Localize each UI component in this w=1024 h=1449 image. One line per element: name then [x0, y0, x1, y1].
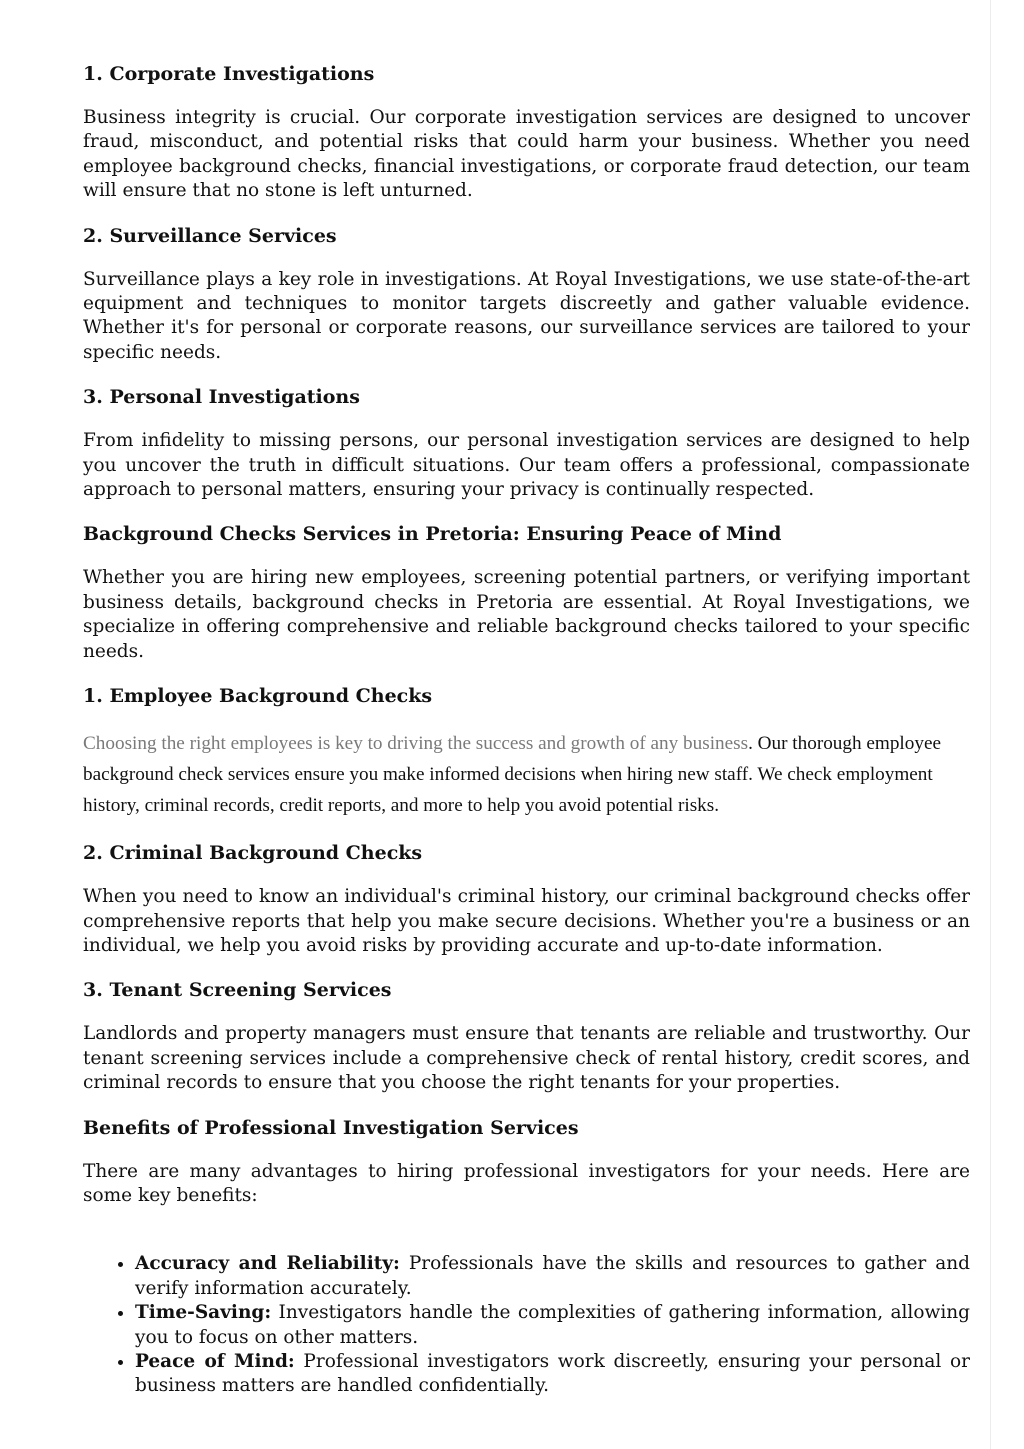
benefit-text: Investigators handle the complexities of gathering information, allowing you to focus on other matters.	[135, 1302, 970, 1348]
heading-corporate-investigations: 1. Corporate Investigations	[83, 63, 375, 85]
benefit-term: Time-Saving:	[135, 1302, 272, 1324]
heading-benefits: Benefits of Professional Investigation Services	[83, 1116, 579, 1139]
paragraph-criminal-background-checks: When you need to know an individual's criminal history, our criminal background checks offer comprehensive reports that help you make secure decisions. Whether you're a business or an individual, we help you avoid risks by providing accurate and up-to-date information.	[83, 886, 970, 956]
benefit-term: Accuracy and Reliability:	[135, 1253, 400, 1275]
list-item-accuracy	[135, 1252, 970, 1301]
list-item-peace-of-mind	[135, 1350, 970, 1399]
benefit-text: Professional investigators work discreetly, ensuring your personal or business matters are handled confidentially.	[135, 1350, 971, 1397]
benefit-term: Peace of Mind:	[135, 1350, 295, 1372]
paragraph-surveillance-services: Surveillance plays a key role in investigations. At Royal Investigations, we use state-of-the-art equipment and techniques to monitor targets discreetly and gather valuable evidence. Whether it's for personal or corporate reasons, our surveillance services are tailored to your specific needs.	[83, 268, 970, 363]
paragraph-employee-background-checks	[83, 728, 970, 821]
list-item-time-saving	[135, 1301, 970, 1350]
benefit-text: Professionals have the skills and resources to gather and verify information accurately.	[135, 1253, 970, 1299]
paragraph-personal-investigations: From infidelity to missing persons, our personal investigation services are designed to help you uncover the truth in difficult situations. Our team offers a professional, compassionate approach to personal matters, ensuring your privacy is continually respected.	[83, 430, 970, 501]
employee-checks-link-text[interactable]: Choosing the right employees is key to driving the success and growth of any business	[83, 733, 749, 755]
paragraph-tenant-screening-services: Landlords and property managers must ensure that tenants are reliable and trustworthy. Our tenant screening services include a comprehensive check of rental history, credit scores, and criminal records to ensure that you choose the right tenants for your properties.	[83, 1023, 970, 1094]
page-edge-divider	[990, 0, 991, 1449]
paragraph-benefits-intro: There are many advantages to hiring professional investigators for your needs. Here are some key benefits:	[83, 1160, 970, 1206]
employee-checks-rest-text: . Our thorough employee background check services ensure you make informed decisions when hiring new staff. We check employment history, criminal records, credit reports, and more to help you avoid potential risks.	[83, 733, 941, 817]
benefits-list	[83, 1252, 970, 1398]
paragraph-background-checks-pretoria: Whether you are hiring new employees, screening potential partners, or verifying important business details, background checks in Pretoria are essential. At Royal Investigations, we specialize in offering comprehensive and reliable background checks tailored to your specific needs.	[83, 567, 970, 662]
heading-criminal-background-checks: 2. Criminal Background Checks	[83, 842, 423, 865]
heading-background-checks-pretoria: Background Checks Services in Pretoria: Ensuring Peace of Mind	[83, 523, 782, 546]
heading-surveillance-services: 2. Surveillance Services	[83, 224, 337, 247]
heading-employee-background-checks: 1. Employee Background Checks	[83, 685, 433, 708]
heading-personal-investigations: 3. Personal Investigations	[83, 386, 360, 409]
paragraph-corporate-investigations: Business integrity is crucial. Our corporate investigation services are designed to uncover fraud, misconduct, and potential risks that could harm your business. Whether you need employee background checks, financial investigations, or corporate fraud detection, our team will ensure that no stone is left unturned.	[83, 107, 970, 202]
heading-tenant-screening-services: 3. Tenant Screening Services	[83, 979, 392, 1002]
